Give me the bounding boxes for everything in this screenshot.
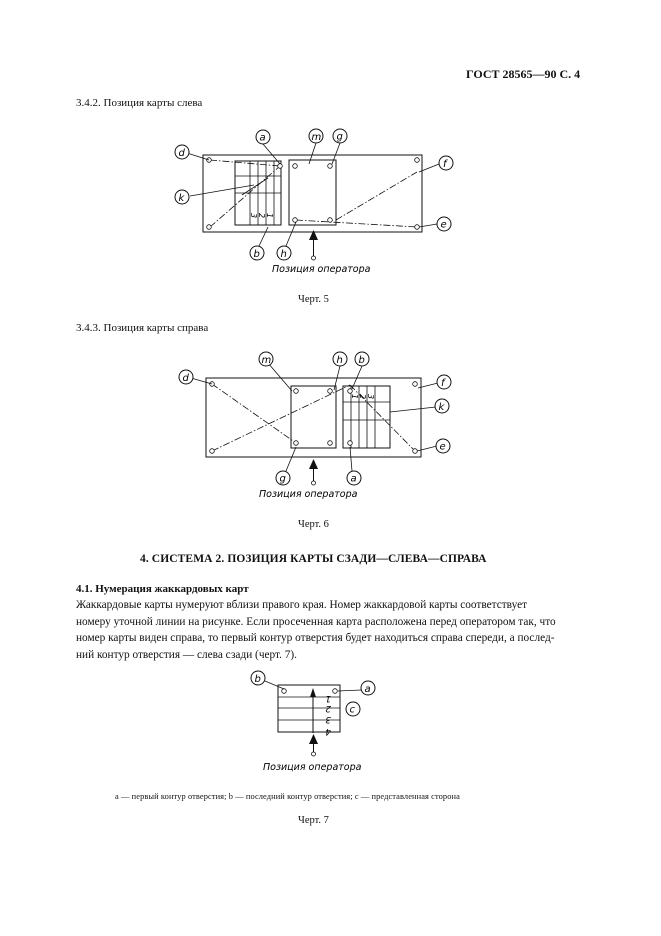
fig6-heading: 3.4.3. Позиция карты справа bbox=[76, 322, 209, 334]
svg-text:b: b bbox=[253, 249, 260, 260]
paragraph-line-1: Жаккардовые карты нумеруют вблизи правого края. Номер жаккардовой карты соответствует bbox=[76, 599, 528, 611]
svg-text:a: a bbox=[350, 473, 357, 485]
svg-text:b: b bbox=[358, 355, 365, 366]
fig7-num-2: 2 bbox=[325, 703, 331, 713]
fig5-caption: Черт. 5 bbox=[298, 294, 329, 305]
svg-text:k: k bbox=[438, 402, 445, 413]
svg-text:a: a bbox=[259, 132, 266, 144]
fig7-num-4: 4 bbox=[325, 726, 331, 736]
svg-text:b: b bbox=[254, 674, 261, 685]
fig5-operator-label: Позиция оператора bbox=[272, 264, 371, 275]
svg-text:m: m bbox=[261, 355, 272, 366]
fig5-num-1: 1 bbox=[265, 213, 274, 219]
fig6-num-3: 3 bbox=[366, 394, 375, 400]
svg-text:c: c bbox=[349, 704, 355, 716]
svg-text:d: d bbox=[178, 148, 185, 159]
section-title: 4. СИСТЕМА 2. ПОЗИЦИЯ КАРТЫ СЗАДИ—СЛЕВА—СПРАВА bbox=[140, 553, 487, 565]
paragraph-line-2: номеру уточной линии на рисунке. Если просеченная карта расположена перед оператором так, что bbox=[76, 615, 556, 628]
fig7-operator-label: Позиция оператора bbox=[263, 762, 362, 773]
svg-text:m: m bbox=[311, 132, 322, 143]
svg-text:h: h bbox=[336, 355, 343, 366]
svg-text:f: f bbox=[443, 159, 447, 170]
svg-text:a: a bbox=[364, 684, 371, 695]
svg-text:e: e bbox=[439, 441, 446, 453]
fig7-num-3: 3 bbox=[325, 714, 331, 724]
fig7-label-b bbox=[251, 671, 265, 685]
paragraph-line-4: ний контур отверстия — слева сзади (черт. 7). bbox=[76, 648, 297, 661]
fig6-num-2: 2 bbox=[358, 394, 367, 400]
svg-text:g: g bbox=[336, 131, 343, 143]
fig7-caption: Черт. 7 bbox=[298, 815, 329, 826]
page-header: ГОСТ 28565—90 С. 4 bbox=[466, 67, 581, 81]
fig7-label-c bbox=[346, 702, 360, 716]
svg-text:h: h bbox=[280, 249, 287, 260]
fig5-heading: 3.4.2. Позиция карты слева bbox=[76, 97, 203, 109]
svg-text:k: k bbox=[178, 193, 185, 204]
fig7-num-1: 1 bbox=[325, 693, 331, 703]
fig5-num-2: 2 bbox=[257, 213, 266, 219]
section-subheading: 4.1. Нумерация жаккардовых карт bbox=[76, 583, 249, 595]
fig6-caption: Черт. 6 bbox=[298, 519, 329, 530]
fig7-legend: a — первый контур отверстия; b — последний контур отверстия; c — представленная сторона bbox=[115, 792, 460, 801]
svg-text:e: e bbox=[440, 219, 447, 231]
fig7-label-a bbox=[361, 681, 375, 695]
fig5-num-3: 3 bbox=[249, 213, 258, 219]
paragraph-line-3: номер карты виден справа, то первый контур отверстия будет находиться справа спереди, а послед- bbox=[76, 632, 555, 644]
svg-text:g: g bbox=[279, 473, 286, 485]
fig6-operator-label: Позиция оператора bbox=[259, 489, 358, 500]
svg-text:d: d bbox=[182, 373, 189, 384]
svg-text:f: f bbox=[441, 378, 445, 389]
fig6-num-1: 1 bbox=[350, 394, 359, 400]
